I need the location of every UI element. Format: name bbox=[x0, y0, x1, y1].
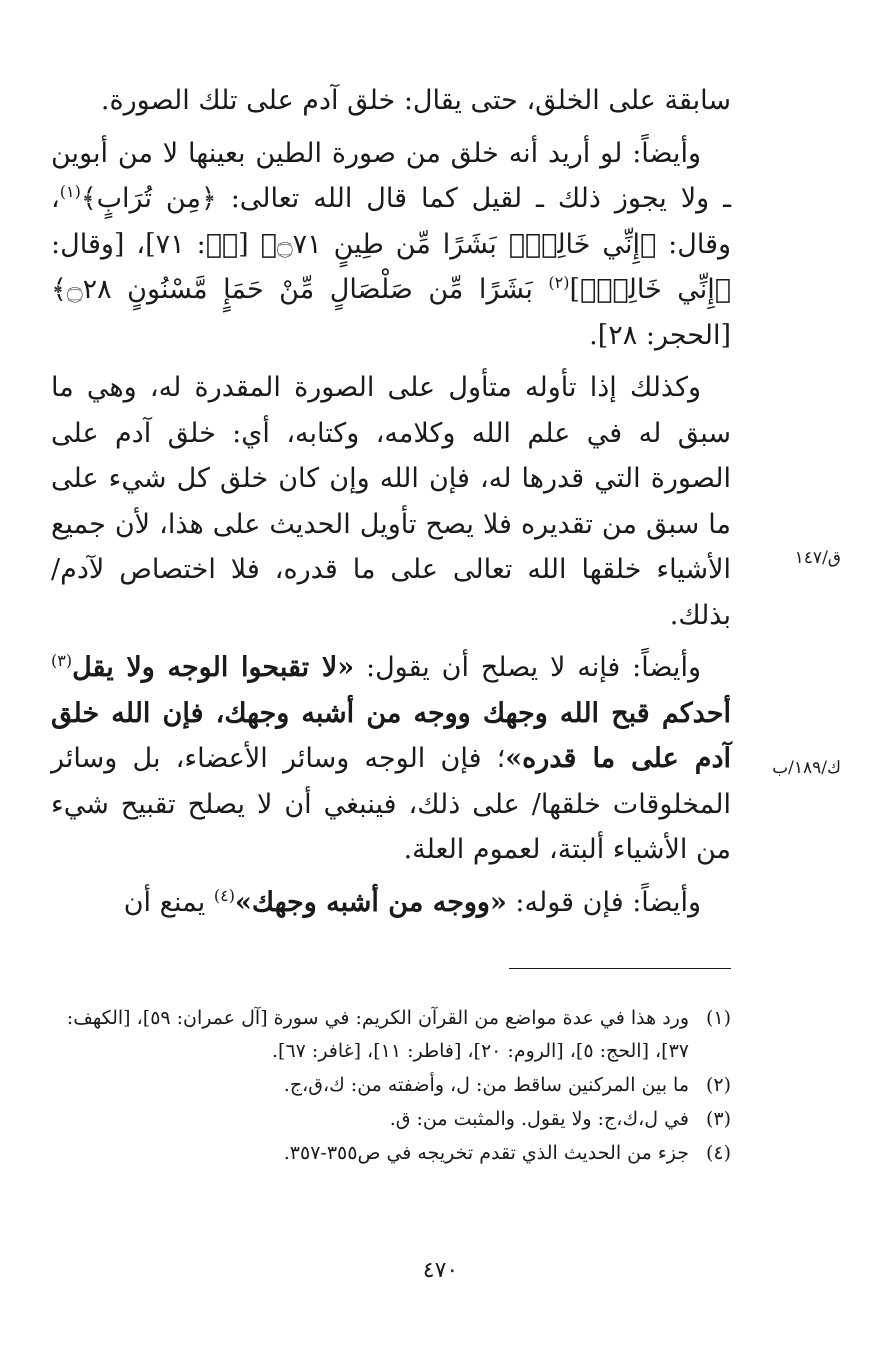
manuscript-marker-k: ك/١٨٩/ب bbox=[772, 758, 841, 778]
footnote-number: (٣) bbox=[705, 1108, 731, 1130]
footnotes bbox=[41, 1002, 731, 1171]
quran-quote: بَشَرًا مِّن صَلْصَالٍ مِّنْ حَمَإٍ مَّسْنُونٍ ۝٢٨﴾ bbox=[51, 274, 549, 305]
footnote-ref-3[interactable]: (٣) bbox=[51, 651, 73, 670]
quran-quote: ﴿إِنِّي خَالِقٌۢ بَشَرًا مِّن طِينٍ ۝٧١﴾ bbox=[260, 228, 657, 260]
page-number: ٤٧٠ bbox=[422, 1258, 459, 1283]
paragraph-4: وأيضاً: فإن قوله: «ووجه من أشبه وجهك»$^{(٤)}$ يمنع أن bbox=[123, 885, 701, 918]
footnote-item bbox=[41, 1137, 731, 1170]
main-text bbox=[51, 78, 731, 932]
quran-quote: ﴿إِنِّي خَالِقٌۢ bbox=[580, 274, 731, 305]
paragraph-2: وكذلك إذا تأوله متأول على الصورة المقدرة له، وهي ما سبق له في علم الله وكلامه، وكتابه، أي: خلق آدم على الصورة التي قدرها له، فإن الله وإن كان خلق كل شيء على ما سبق من تقديره فلا يصح تأويل الحديث على هذا، لأن جميع الأشياء خلقها الله تعالى على ما قدره، فلا اختصاص لآدم/ بذلك. bbox=[51, 372, 731, 631]
footnote-item bbox=[41, 1103, 731, 1136]
footnote-item bbox=[41, 1002, 731, 1068]
quran-quote: ﴿مِن تُرَابٍ﴾ bbox=[80, 183, 217, 214]
footnote-number: (٤) bbox=[705, 1142, 731, 1164]
footnote-ref-4[interactable]: (٤) bbox=[213, 885, 235, 905]
hadith-quote: «لا تقبحوا الوجه ولا يقل bbox=[72, 652, 355, 683]
paragraph-0: سابقة على الخلق، حتى يقال: خلق آدم على تلك الصورة. bbox=[100, 85, 731, 116]
footnote-item bbox=[41, 1069, 731, 1102]
footnote-number: (٢) bbox=[705, 1074, 731, 1096]
footnote-divider bbox=[509, 968, 731, 969]
footnote-ref-1[interactable]: (١) bbox=[59, 182, 81, 201]
footnote-text: ما بين المركنين ساقط من: ل، وأضفته من: ك،ق،ج. bbox=[283, 1074, 689, 1096]
footnote-text: في ل،ك،ج: ولا يقول. والمثبت من: ق. bbox=[389, 1108, 689, 1130]
footnote-text: جزء من الحديث الذي تقدم تخريجه في ص٣٥٥-٣٥٧. bbox=[283, 1142, 689, 1164]
footnote-text: ورد هذا في عدة مواضع من القرآن الكريم: في سورة [آل عمران: ٥٩]، [الكهف: ٣٧]، [الحج: ٥]، [الروم: ٢٠]، [فاطر: ١١]، [غافر: ٦٧]. bbox=[66, 1007, 689, 1062]
hadith-quote: أحدكم قبح الله وجهك ووجه من أشبه وجهك، فإن الله خلق آدم على ما قدره» bbox=[51, 697, 731, 774]
paragraph-1: وأيضاً: لو أريد أنه خلق من صورة الطين بعينها لا من أبوين ـ ولا يجوز ذلك ـ لقيل كما قال الله تعالى: ﴿مِن تُرَابٍ﴾$^{(١)}$، وقال: ﴿إِنِّي خَالِقٌۢ بَشَرًا مِّن طِينٍ ۝٧١﴾ [صۤ: ٧١]، [وقال: ﴿إِنِّي خَالِقٌۢ]$^{(٢)}$ بَشَرًا مِّن صَلْصَالٍ مِّنْ حَمَإٍ مَّسْنُونٍ ۝٢٨﴾ [الحجر: ٢٨]. bbox=[51, 137, 732, 351]
footnote-number: (١) bbox=[705, 1007, 731, 1029]
hadith-quote: «ووجه من أشبه وجهك» bbox=[234, 886, 507, 918]
manuscript-marker-q: ق/١٤٧ bbox=[794, 548, 841, 568]
paragraph-3: وأيضاً: فإنه لا يصلح أن يقول: «لا تقبحوا الوجه ولا يقل$^{(٣)}$ أحدكم قبح الله وجهك ووجه من أشبه وجهك، فإن الله خلق آدم على ما قدره»؛ فإن الوجه وسائر الأعضاء، بل وسائر المخلوقات خلقها/ على ذلك، فينبغي أن لا يصلح تقبيح شيء من الأشياء ألبتة، لعموم العلة. bbox=[51, 651, 731, 865]
footnote-ref-2[interactable]: (٢) bbox=[548, 273, 570, 292]
